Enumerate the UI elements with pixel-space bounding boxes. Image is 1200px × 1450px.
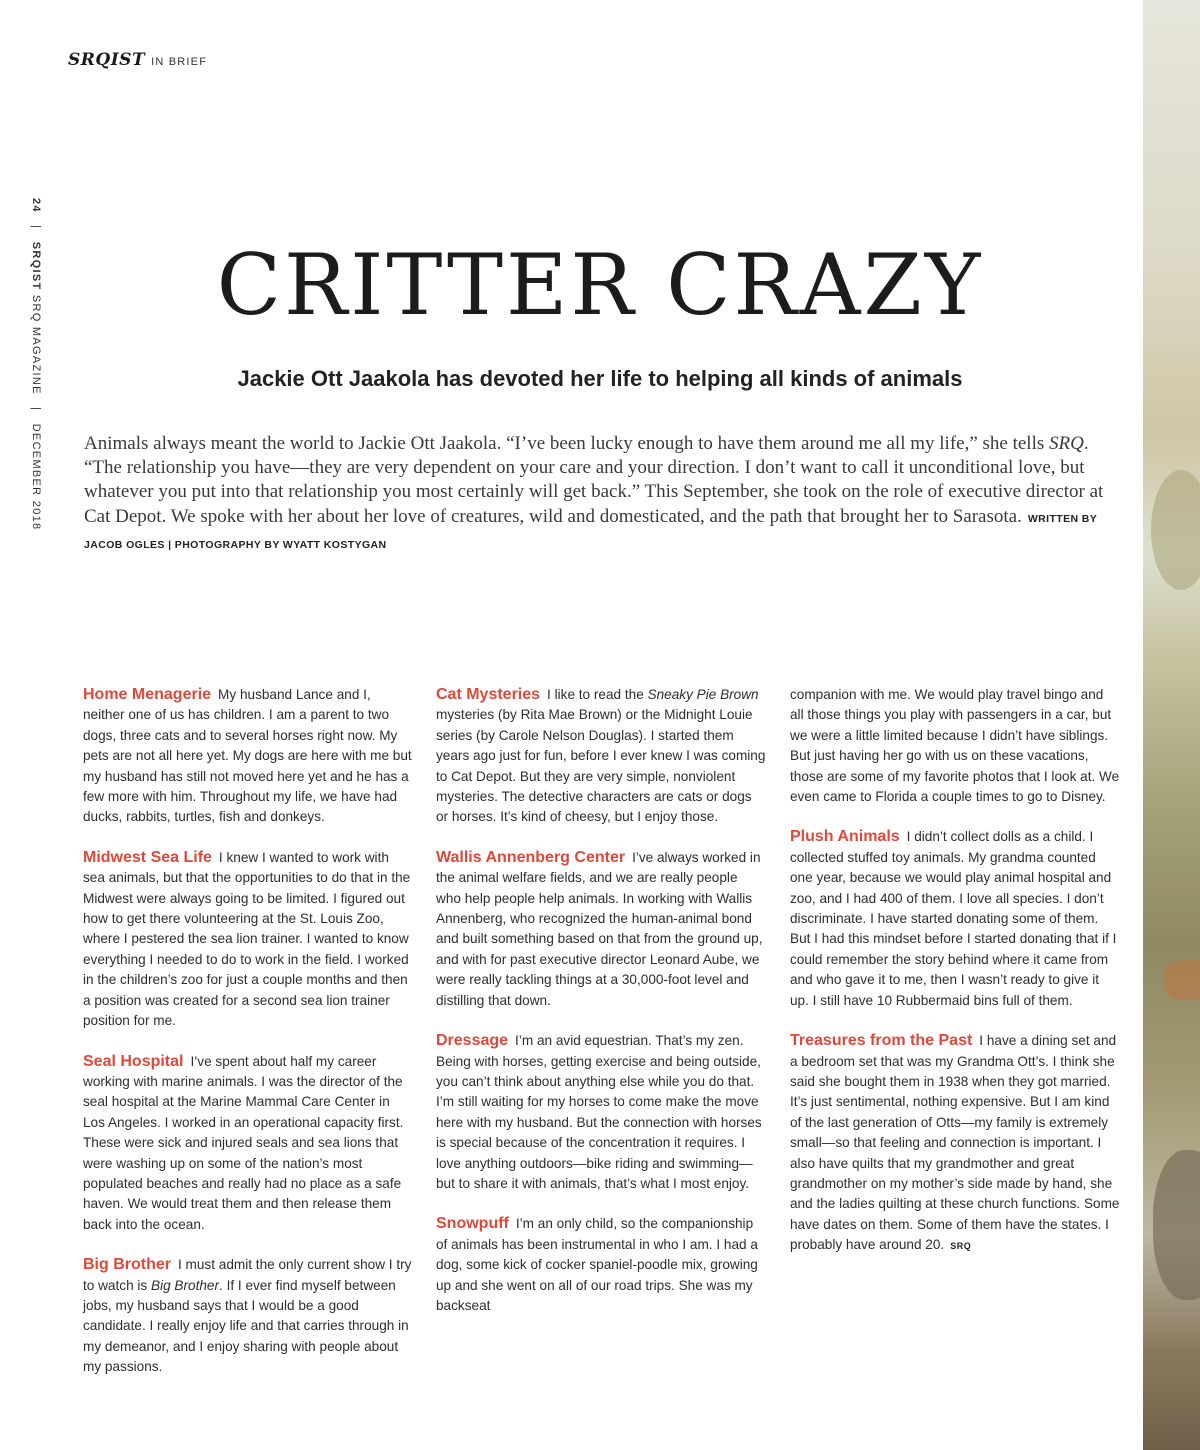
item-body: I like to read the — [547, 687, 648, 702]
photo-cat — [1163, 960, 1200, 1000]
page-title: CRITTER CRAZY — [216, 236, 984, 334]
item-body: I have a dining set and a bedroom set that was my Grandma Ott’s. I think she said she bought them in 1938 when they got married. It’s just sentimental, nothing expensive. But I am kind of the last generation of Otts—my family is extremely small—so that feeling and connection is important. I also have quilts that my grandmother and great grandmother on my mother’s side made by hand, she and the ladies quilting at these church functions. Some have dates on them. Some of them have the states. I probably have around 20. — [790, 1033, 1120, 1253]
item-body: I didn’t collect dolls as a child. I collected stuffed toy animals. My grandma counted one year, because we would play animal hospital and zoo, and I had 400 of them. I love all species. I don’t discriminate. I have started donating some of them. But I had this mindset before I started donating that if I could remember the story behind where it came from and who gave it to me, then I wasn’t ready to give it up. I still have 10 Rubbermaid bins full of them. — [790, 829, 1117, 1008]
item-heading: Cat Mysteries — [436, 686, 541, 703]
item-body: I’m an only child, so the companionship of animals has been instrumental in who I am. I had a dog, some kick of cocker spaniel-poodle mix, growing up and she went on all of our road trips. She was my backseat — [436, 1216, 758, 1313]
item-heading: Home Menagerie — [83, 686, 212, 703]
intro-paragraph — [84, 432, 1109, 557]
qa-item — [83, 1052, 413, 1236]
item-body: My husband Lance and I, neither one of us has children. I am a parent to two dogs, three cats and to several horses right now. My pets are not all here yet. My dogs are here with me but my husband has still not moved here yet and he has a few more with him. Throughout my life, we have had ducks, rabbits, turtles, fish and donkeys. — [83, 687, 412, 825]
qa-item — [790, 827, 1120, 1011]
item-heading: Plush Animals — [790, 828, 900, 846]
qa-item — [83, 1255, 413, 1377]
intro-emphasis: SRQ — [1049, 433, 1084, 454]
item-body: mysteries (by Rita Mae Brown) or the Midnight Louie series (by Carole Nelson Douglas). I started them years ago just for fun, before I ever knew I was coming to Cat Depot. But they are very simple, nonviolent mysteries. The detective characters are cats or dogs or horses. It’s kind of cheesy, but I enjoy those. — [436, 707, 766, 825]
column-1 — [83, 685, 413, 1398]
masthead — [68, 50, 207, 70]
item-heading: Big Brother — [83, 1256, 171, 1274]
spine-separator: | — [30, 225, 42, 230]
item-heading: Snowpuff — [436, 1215, 509, 1233]
photo-tortoise — [1153, 1150, 1200, 1300]
intro-text: . “The relationship you have—they are very dependent on your care and your direction. I don’t want to call it unconditional love, but whatever you put into that relationship you most certainly will get back.” This September, she took on the role of executive director at Cat Depot. We spoke with her about her love of creatures, wild and domesticated, and the path that brought her to Sarasota. — [84, 433, 1104, 527]
item-body: companion with me. We would play travel bingo and all those things you play with passengers in a car, but we were a little limited because I didn’t have siblings. But just having her go with us on these vacations, those are some of my favorite photos that I look at. We even came to Florida a couple times to go to Disney. — [790, 687, 1120, 805]
qa-item — [83, 685, 413, 828]
item-heading: Treasures from the Past — [790, 1032, 973, 1050]
item-emphasis: Sneaky Pie Brown — [647, 687, 759, 702]
qa-item — [83, 848, 413, 1032]
spine-separator: | — [30, 407, 42, 412]
qa-item — [436, 848, 766, 1011]
item-body: I must admit the only current show I try to watch is — [83, 1257, 412, 1293]
qa-item — [436, 1031, 766, 1194]
item-heading: Midwest Sea Life — [83, 848, 212, 866]
spine-brand: SRQIST — [30, 241, 42, 291]
photo-foliage — [1151, 470, 1200, 590]
item-heading: Wallis Annenberg Center — [436, 848, 626, 866]
spine-issue: DECEMBER 2018 — [30, 423, 42, 531]
byline-credits: WRITTEN BY JACOB OGLES | PHOTOGRAPHY BY WYATT KOSTYGAN — [84, 512, 1097, 551]
item-body: I’ve spent about half my career working with marine animals. I was the director of the seal hospital at the Marine Mammal Care Center in Los Angeles. I worked in an operational capacity first. These were sick and injured seals and sea lions that were washing up on some of the nation’s most populated beaches and really had no place as a safe haven. We would treat them and then release them back into the ocean. — [83, 1053, 404, 1232]
item-body: I knew I wanted to work with sea animals, but that the opportunities to do that in the Midwest were always going to be limited. I figured out how to get there volunteering at the St. Louis Zoo, where I pestered the sea lion trainer. I wanted to know everything I needed to do to work in the field. I worked in the children’s zoo for just a couple months and then a position was created for a second sea lion trainer position for me. — [83, 849, 411, 1029]
intro-text: Animals always meant the world to Jackie Ott Jaakola. “I’ve been lucky enough to have them around me all my life,” she tells — [84, 433, 1050, 454]
end-mark: SRQ — [950, 1241, 972, 1252]
column-2 — [436, 685, 766, 1336]
item-heading: Seal Hospital — [83, 1052, 184, 1070]
cover-photo-edge — [1143, 0, 1200, 1450]
page-number: 24 — [30, 198, 42, 213]
item-body: I’m an avid equestrian. That’s my zen. Being with horses, getting exercise and being outside, you can’t think about anything else while you do that. I’m still waiting for my horses to come make the move here with my husband. But the connection with horses is special because of the concentration it requires. I love anything outdoors—bike riding and swimming—but to share it with animals, that’s what I most enjoy. — [436, 1033, 762, 1191]
item-body: . If I ever find myself between jobs, my husband says that I would be a good candidate. I really enjoy life and that carries through in my demeanor, and I enjoy sharing with people about my passions. — [83, 1277, 409, 1375]
item-emphasis: Big Brother — [151, 1277, 220, 1293]
item-heading: Dressage — [436, 1032, 509, 1050]
qa-item — [790, 1031, 1120, 1256]
qa-item — [436, 1214, 766, 1316]
column-3 — [790, 685, 1120, 1277]
spine-magazine: SRQ MAGAZINE — [30, 294, 42, 395]
section-label: IN BRIEF — [151, 56, 208, 68]
item-body: I’ve always worked in the animal welfare fields, and we are really people who help people help animals. In working with Wallis Annenberg, who recognized the human-animal bond and built something based on that from the ground up, and with for past executive director Leonard Aube, we were really tackling things at a 30,000-foot level and distilling that down. — [436, 849, 763, 1008]
qa-item — [436, 685, 766, 828]
page-subtitle: Jackie Ott Jaakola has devoted her life to helping all kinds of animals — [237, 366, 963, 391]
qa-item-continued — [790, 685, 1120, 807]
srqist-logo: SRQIST — [68, 50, 146, 70]
